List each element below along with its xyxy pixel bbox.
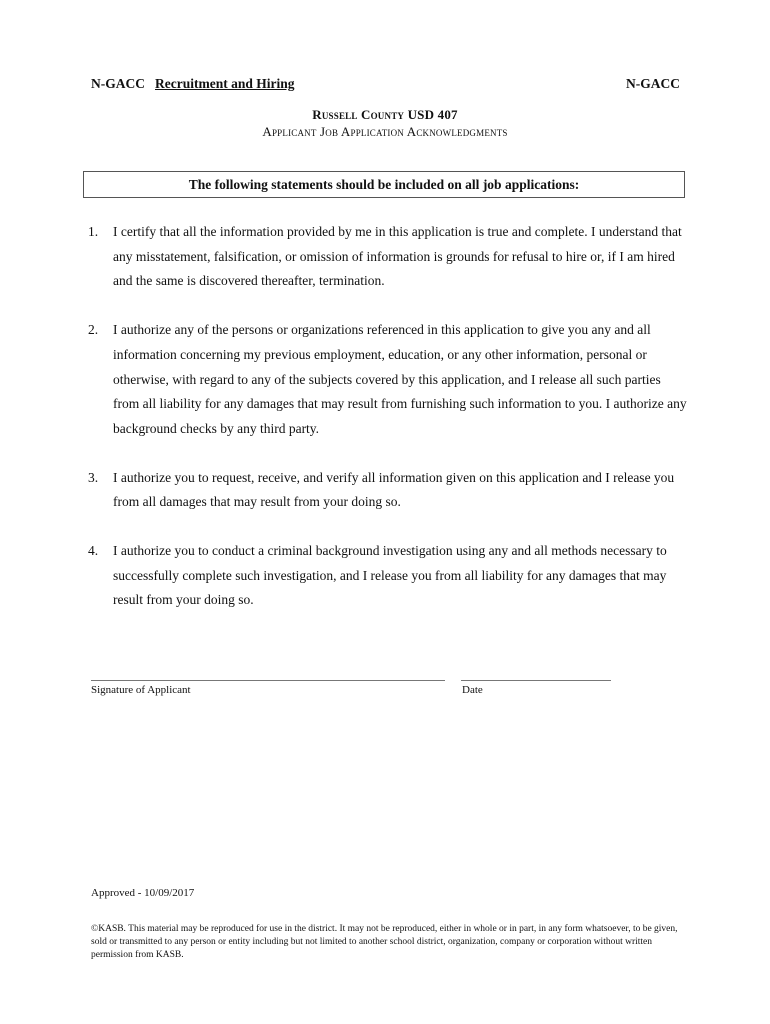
date-line[interactable]: [461, 680, 611, 681]
statement-number: 3.: [88, 469, 99, 485]
statement-item: [88, 220, 688, 294]
statement-item: [88, 466, 688, 515]
statement-text: I authorize you to request, receive, and verify all information given on this application and I release you from all damages that may result from your doing so.: [113, 469, 675, 510]
statement-number: 2.: [88, 322, 99, 338]
statement-text: I authorize you to conduct a criminal background investigation using any and all methods necessary to successfully complete such investigation, and I release you from all liability for any damages that may result from your doing so.: [113, 543, 667, 608]
statement-text: I certify that all the information provided by me in this application is true and complete. I understand that any misstatement, falsification, or omission of information is grounds for refusal to hire or, if I am hired and the same is discovered thereafter, termination.: [113, 224, 682, 289]
notice-box: The following statements should be included on all job applications:: [83, 171, 685, 198]
statement-list: [88, 220, 688, 637]
statement-item: [88, 539, 688, 613]
statement-number: 4.: [88, 543, 99, 559]
header-left: [91, 76, 295, 92]
statement-item: [88, 318, 688, 442]
district-title: Russell County USD 407: [312, 107, 458, 122]
signature-label: Signature of Applicant: [91, 684, 191, 696]
statement-number: 1.: [88, 224, 99, 239]
date-label: Date: [462, 684, 483, 696]
document-title: Applicant Job Application Acknowledgments: [262, 124, 508, 139]
header-code-right: N-GACC: [626, 76, 680, 91]
header-section-title: Recruitment and Hiring: [155, 76, 295, 91]
header-code-left: N-GACC: [91, 76, 145, 91]
applicant-signature-line[interactable]: [91, 680, 445, 681]
copyright-notice: ©KASB. This material may be reproduced for use in the district. It may not be reproduced, either in whole or in part, in any form whatsoever, to be given, sold or transmitted to any person or entity including but not limited to another school district, organization, company or corporation without written permission from KASB.: [91, 924, 678, 960]
statement-text: I authorize any of the persons or organizations referenced in this application to give you any and all information concerning my previous employment, education, or any other information, personal or otherwise, with regard to any of the subjects covered by this application, and I release all such parties from all liability for any damages that may result from furnishing such information to you. I authorize any background checks by any third party.: [113, 322, 687, 436]
approved-date: Approved - 10/09/2017: [91, 887, 195, 899]
